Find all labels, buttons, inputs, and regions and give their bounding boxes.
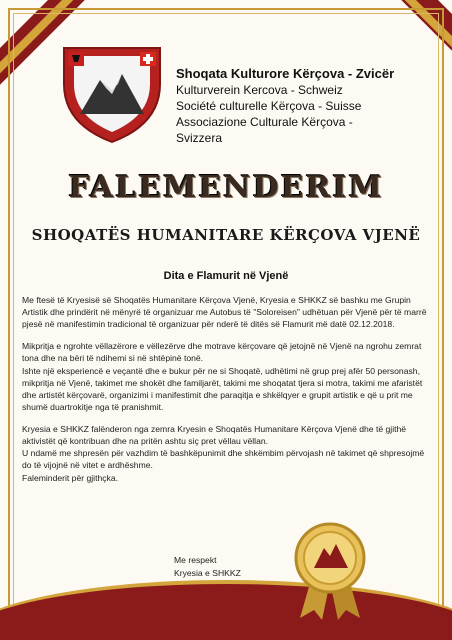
association-name-fr: Société culturelle Kërçova - Suisse: [176, 99, 362, 113]
association-name-it: Associazione Culturale Kërçova - Svizzera: [176, 115, 353, 145]
signatory: Kryesia e SHKKZ: [174, 567, 241, 578]
closing: Me respekt: [174, 555, 217, 565]
association-name-de: Kulturverein Kercova - Schweiz: [176, 83, 343, 97]
page-title: FALEMENDERIM: [68, 170, 384, 205]
letterhead: [60, 44, 400, 144]
paragraph: Kryesia e SHKKZ falënderon nga zemra Kryesin e Shoqatës Humanitare Kërçova Vjenë dhe të gjithë aktivistët që kontribuan dhe na pritën ashtu siç pret vëllau vëllan. U ndamë me shpresën për vazhdim të bashkëpunimit dhe shkëmbim përvojash në takimet që shpresojmë do të vijojnë në vitet e ardhëshme. Faleminderit për gjithçka.: [22, 423, 425, 483]
paragraph: Me ftesë të Kryesisë së Shoqatës Humanitare Kërçova Vjenë, Kryesia e SHKKZ së bashku me Grupin Artistik dhe prindërit në mënyrë të organizuar me Autobus të "Soloreisen" udhëtuan për Vjenë për të marrë pjesë në manifestimin tradicional të organizuar për nderë të ditës së Flamurit më datë 02.12.2018.: [22, 295, 427, 330]
signature-block: [174, 554, 241, 579]
paragraph: Mikpritja e ngrohte vëllazërore e vëllezërve dhe motrave kërçovare që jetojnë në Vjenë na ngrohu zemrat tona dhe na bëri të ndihemi si në shtëpinë tonë. Ishte një eksperiencë e veçantë dhe e bukur për ne si Shoqatë, udhëtimi në grup prej afër 50 personash, mikpritja në Vjenë, takimet me shokët dhe familjarët, takimi me shoqatat tjera si motra, takimi me afaristët dhe artistët kërçovarë, organizimi i manifestimit dhe paraqitja e shkëlqyer e grupit artistik e që u prit me shumë duartrokitje nga të pranishmit.: [22, 341, 423, 413]
recipient-title: SHOQATËS HUMANITARE KËRÇOVA VJENË: [31, 226, 421, 244]
seal-medal-icon: [290, 520, 370, 620]
document-heading: Dita e Flamurit në Vjenë: [163, 270, 289, 282]
association-name: Shoqata Kulturore Kërçova - Zvicër: [176, 66, 395, 81]
association-logo-icon: [60, 44, 164, 144]
letter-body: [22, 294, 430, 493]
